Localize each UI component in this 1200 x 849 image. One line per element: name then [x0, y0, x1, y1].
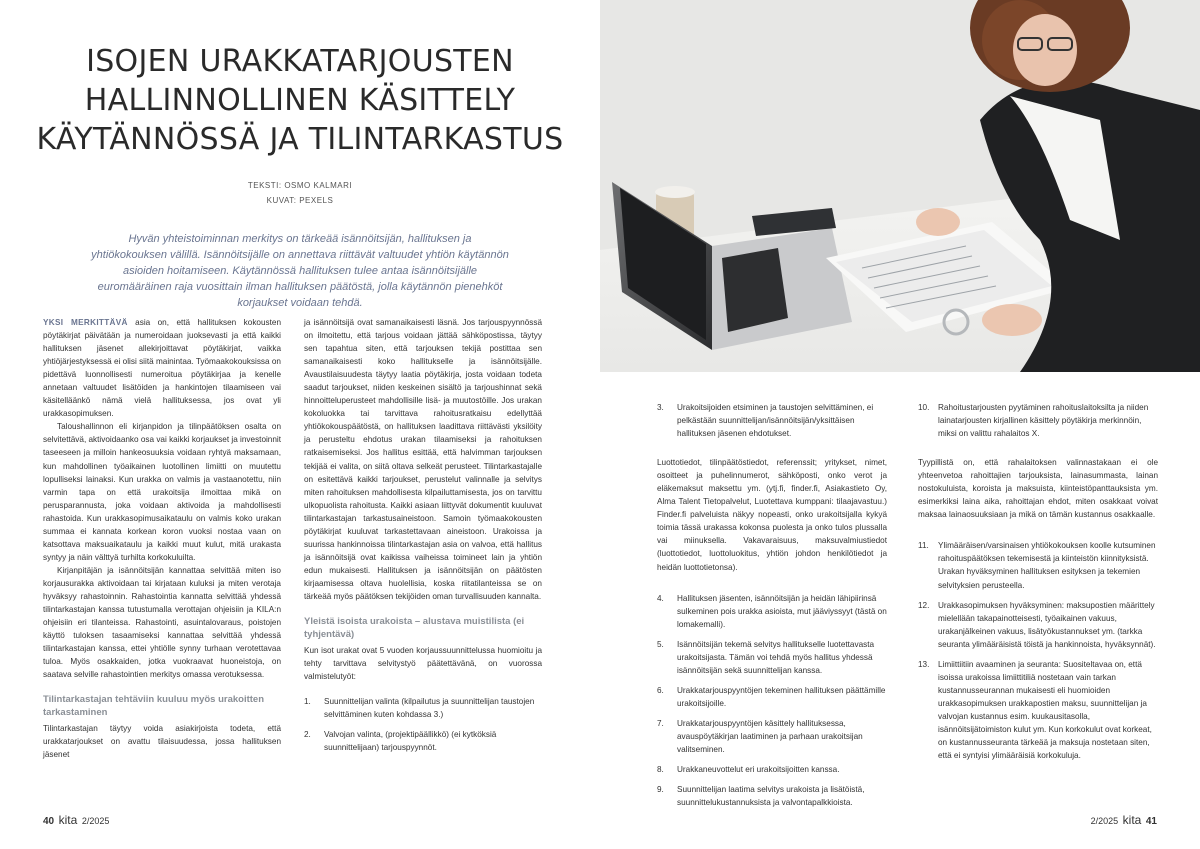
photo-woman-reading-documents-laptop: [600, 0, 1200, 372]
paragraph: ja isännöitsijä ovat samanaikaisesti läsnä. Jos tarjouspyynnössä on ilmoitettu, että tarjous voidaan jättää sähköpostissa, täytyy sen tapahtua siten, että tarjouksen tekijä postittaa sen samanaikaisesti koko hallitukselle ja isännöitsijälle. Avaustilaisuudesta täytyy laatia pöytäkirja, josta voidaan todeta saadut tarjoukset, niiden keskeinen sisältö ja tarjoushinnat sekä hinnoitteluperusteet mahdollisille lisä- ja muutostöille. Jos urakan kokoluokka tai tarvittava rahoitusratkaisu edellyttää yhtiökokouspäätöstä, on hallituksen laadittava riittävästi yksilöity ja perusteltu ehdotus urakan tilaamiseksi ja rahoituksen ratkaisemiseksi. Jos hallitus esittää, että halvimman tarjouksen tekijää ei valita, on siitä oltava selkeät perusteet. Tilintarkastajalle on esitettävä kaikki tarjoukset, perustelut valinnalle ja selvitys miten rahoituksen mahdollisesta kilpailuttamisesta, jos on tarvittu ulkopuolista rahoitusta. Kaikki asiaan liittyvät dokumentit kuuluvat tilintarkastajan tarkastusaineistoon. Samoin työmaakokousten pöytäkirjat kuuluvat tarkastettavaan aineistoon. Urakoissa ja suurissa hankinnoissa tilintarkastajan asia on valvoa, että hallitus ja isännöitsijä ovat kaikissa vaiheissa toimineet lain ja yhtiön edun mukaisesti. Hallituksen ja isännöitsijän on päätösten kirjaamisessa oltava huolellisia, koska riitatilanteissa se on tärkeää myös päätöksen tekijöiden oman turvallisuuden kannalta.: [304, 318, 542, 601]
paragraph: Tyypillistä on, että rahalaitoksen valinnastakaan ei ole yhteenvetoa rahoittajien tarjouksista, lainasummasta, lainan nostokuluista, koroista ja maksuista, kiinteistöpanttauksista ym. esimerkiksi laina aika, rahoittajan ehdot, miten osakkaat voivat maksaa lainaosuuksiaan ja mikä on tämän kustannus osakkaalle.: [918, 458, 1158, 520]
issue-number: 2/2025: [81, 816, 110, 826]
magazine-name: kita: [1122, 813, 1142, 827]
list-item: 10. Rahoitustarjousten pyytäminen rahoituslaitoksilta ja niiden lainatarjousten kirjallinen käsittely pöytäkirja merkinnöin, miksi on valittu rahalaitos X.: [918, 403, 1149, 439]
checklist: [918, 539, 1158, 762]
photo-credit: KUVAT: PEXELS: [266, 196, 334, 205]
checklist: [304, 695, 542, 754]
text-column-2: [304, 316, 542, 761]
checklist: [918, 401, 1158, 440]
checklist: [657, 401, 887, 440]
paragraph: Kun isot urakat ovat 5 vuoden korjaussuunnittelussa huomioitu ja tehty tarvittava selvitystyö päätettävänä, on vuorossa valmistelutyöt:: [304, 646, 542, 682]
list-item: 13. Limiittiitiin avaaminen ja seuranta: Suositeltavaa on, että isoissa urakoissa limiittitiliä nostetaan vain tarkan kustannusseurannan mukaisesti eli huomioiden urakkasopimuksen urakkapostien maksu, suunnittelijan ja valvojan kustannus esim. kuukausitasolla, isännöitsijätoimiston kulut ym. Kun korkokulut ovat korkeat, on kustannusseuranta tärkeää ja maksuja nostetaan siten, että ei syntyisi ylimääräisiä korkokuluja.: [918, 659, 1152, 761]
list-item: 1. Suunnittelijan valinta (kilpailutus ja suunnittelijan taustojen selvittäminen kuten kohdassa 3.): [304, 697, 535, 720]
text-column-4: [918, 401, 1158, 769]
title-line: ISOJEN URAKKATARJOUSTEN: [86, 44, 514, 79]
page-title: [30, 42, 570, 159]
list-item: 12. Urakkasopimuksen hyväksyminen: maksupostien määrittely mielellään takapainotteisesti, työaikainen vakuus, urakanjälkeinen vakuus, lisätyökustannukset ym. (tarkka seuranta ylimääräisistä töistä ja hankinnoista, hyväksynnät).: [918, 600, 1156, 649]
checklist: [657, 592, 887, 810]
title-line: KÄYTÄNNÖSSÄ JA TILINTARKASTUS: [36, 122, 564, 157]
paragraph: Kirjanpitäjän ja isännöitsijän kannattaa selvittää miten iso korjausurakka aktivoidaan tai kirjataan kuluksi ja miten verotaja hyväksyy rahastoinnin. Rahastointia kannatta selvittää yhdessä tilintarkastajan kanssa tutustumalla verottajan ohjeisiin ja KILA:n ohjeisiin eri tilanteissa. Rahastointi, asuintalovaraus, poistojen käyttö tuloksen tasaamiseksi kannattaa selvittää yhdessä tilintarkastajan kanssa, ettei yhtiölle synny turhaan verotettavaa tuloa. Myös osakkaiden, jotka vuokraavat huoneistoja, on saatava selville rahastointien merkitys omassa verotuksessa.: [43, 565, 281, 680]
text-column-3: [657, 401, 887, 816]
list-item: 6. Urakkatarjouspyyntöjen tekeminen hallituksen päättämille urakoitsijoille.: [657, 685, 886, 708]
list-item: 9. Suunnittelijan laatima selvitys urakoista ja lisätöistä, suunnittelukustannuksista ja valvontapalkkioista.: [657, 785, 865, 808]
page-number: 41: [1145, 816, 1157, 827]
title-line: HALLINNOLLINEN KÄSITTELY: [84, 83, 516, 118]
list-item: 5. Isännöitsijän tekemä selvitys hallitukselle luotettavasta urakoitsijasta. Tämän voi tehdä myös hallitus yhdessä isännöitsijän sekä suunnittelijan kanssa.: [657, 639, 875, 675]
paragraph: Taloushallinnon eli kirjanpidon ja tilinpäätöksen osalta on selvitettävä, aktivoidaanko osa vai kaikki korjaukset ja investoinnit taseeseen ja milloin hankeosuuksia voidaan ryhtyä maksamaan, kun mahdollinen työaikainen luotollinen limiitti on muutettu lopulliseksi lainaksi. Kun urakka on valmis ja vastaanotettu, niin varmin tapa on että urakoitsija ilmoittaa mikä on perusparannusta, joka voidaan aktivoida ja mahdollisesti rahastoida. Kun urakkasopimusaikataulu on valmis koko urakan summaa ei kannata korkean koron vuoksi nostaa vaan on katsottava maksuaikataulu ja kaikki muut kulut, mitä urakasta syntyy ja näin välttyä turhilta korkokuluilta.: [43, 422, 282, 562]
paragraph: Luottotiedot, tilinpäätöstiedot, referenssit; yritykset, nimet, osoitteet ja puhelinnumerot, sähköposti, onko verot ja eläkemaksut maksettu ym. (ytj.fi, finder.fi, Asiakastieto Oy, Alma Talent Tietopalvelut, Luotettava kumppani: tilaajavastuu.) Finder.fi palveluista näkyy nopeasti, onko urakoitsijalla kykyä toimia tässä urakassa kokonsa puolesta ja onko tulos plussalla vai miinuksella. Vakavaraisuus, maksuvalmiustiedot (luottotiedot, luottoluokitus, yhtiön johdon henkilötiedot ja heidän luottotietonsa).: [657, 458, 887, 572]
lead-in: YKSI MERKITTÄVÄ: [43, 318, 128, 327]
lead-paragraph: Hyvän yhteistoiminnan merkitys on tärkeää isännöitsijän, hallituksen ja yhtiökokouksen välillä. Isännöitsijälle on annettava riittävät valtuudet yhtiön käytännön asioiden hoitamiseen. Käytännössä hallituksen tulee antaa isännöitsijälle euromääräinen raja vuosittain ilman hallituksen päätöstä, jolla käytännön pienehköt korjaukset voidaan tehdä.: [91, 233, 509, 309]
list-item: 11. Ylimääräisen/varsinaisen yhtiökokouksen koolle kutsuminen rahoituspäätöksen tekemisestä ja kiinteistön kiinnityksistä. Urakan hyväksyminen hallituksen esityksen ja tekemien selvityksien perusteella.: [918, 541, 1156, 590]
magazine-name: kita: [58, 813, 78, 827]
paragraph: Tilintarkastajan täytyy voida asiakirjoista todeta, että urakkatarjoukset on avattu tilaisuudessa, jossa hallituksen jäsenet: [43, 724, 281, 760]
subheading: Yleistä isoista urakoista – alustava muistilista (ei tyhjentävä): [304, 616, 525, 641]
text-column-1: [43, 316, 281, 761]
author-credit: TEKSTI: OSMO KALMARI: [247, 181, 353, 190]
page-number: 40: [43, 816, 55, 827]
subheading: Tilintarkastajan tehtäviin kuuluu myös urakoitten tarkastaminen: [43, 694, 265, 719]
list-item: 7. Urakkatarjouspyyntöjen käsittely hallituksessa, avauspöytäkirjan laatiminen ja parhaan urakoitsijan valitseminen.: [657, 718, 863, 755]
list-item: 2. Valvojan valinta, (projektipäällikkö) (ei kytköksiä suunnittelijaan) tarjouspyynnöt.: [304, 730, 497, 753]
list-item: 4. Hallituksen jäsenten, isännöitsijän ja heidän lähipiirinsä sulkeminen pois urakka asioista, mut jääviyssyyt (tästä on lomakemalli).: [657, 593, 887, 629]
list-item: 3. Urakoitsijoiden etsiminen ja taustojen selvittäminen, ei pelkästään suunnittelijan/isännöitsijän/yksittäisen hallituksen jäsenen ehdotukset.: [657, 403, 874, 439]
paragraph: asia on, että hallituksen kokousten pöytäkirjat päivätään ja numeroidaan juoksevasti ja että kaikki hallituksen jäsenet allekirjoittavat pöytäkirjat, vaikka yhtiöjärjestyksessä ei olisi siitä mainintaa. Työmaakokouksissa on pidettävä luonnollisesti numeroitua pöytäkirjaa ja kenelle annetaan valtuudet lisätöiden ja hankintojen tilaamiseen vai käsitelläänkö nämä vielä hallituksessa, jos ovat yli urakkasopimuksen.: [43, 318, 281, 419]
list-item: 8. Urakkaneuvottelut eri urakoitsijoitten kanssa.: [657, 765, 840, 775]
right-page: [600, 0, 1200, 849]
issue-number: 2/2025: [1090, 816, 1119, 826]
footer-left: [43, 813, 109, 827]
footer-right: [1091, 813, 1157, 827]
